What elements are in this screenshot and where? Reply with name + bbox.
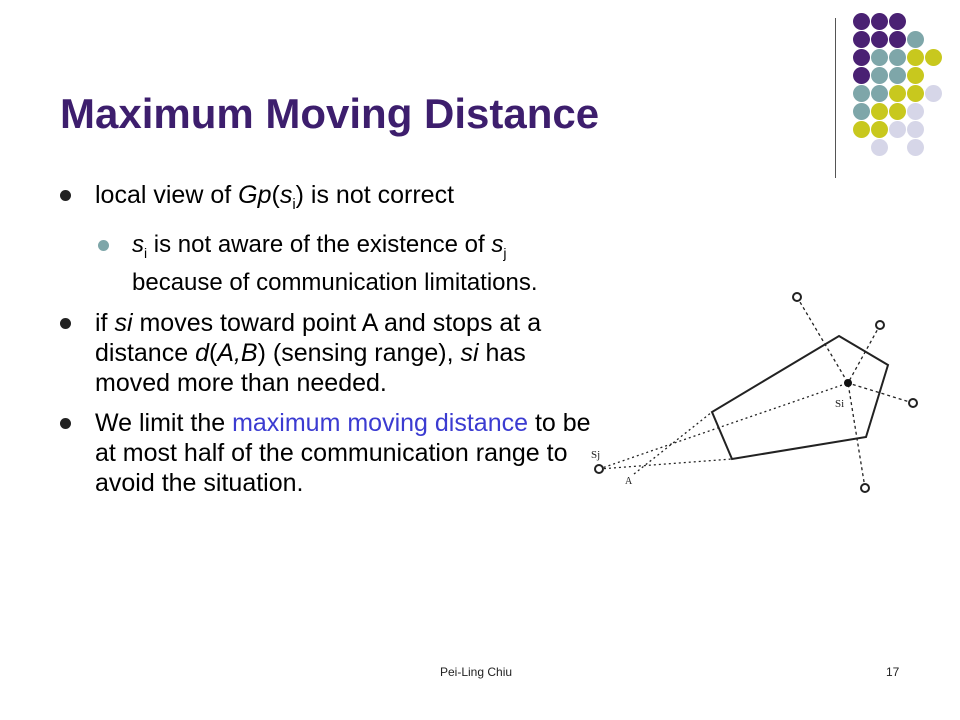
neighbor-connector-line [848, 383, 913, 403]
dot-lavender-icon [871, 139, 888, 156]
sensor-node-icon [793, 293, 801, 301]
bullet-item [60, 180, 600, 220]
dot-olive-icon [907, 67, 924, 84]
dot-teal-icon [853, 103, 870, 120]
dot-purple-icon [853, 67, 870, 84]
bullet-subscript: i [292, 196, 296, 213]
sensor-node-icon [909, 399, 917, 407]
dot-olive-icon [907, 85, 924, 102]
dot-teal-icon [871, 49, 888, 66]
bullet-text: because of communication limitations. [132, 268, 538, 296]
bullet-text-italic: s [132, 231, 144, 258]
bullet-text-italic: s [491, 231, 504, 258]
bullet-text: is not aware of the existence of [147, 231, 492, 258]
bullet-subscript: i [144, 244, 148, 261]
page-number: 17 [886, 665, 900, 679]
dot-teal-icon [889, 67, 906, 84]
dot-lavender-icon [907, 103, 924, 120]
dot-purple-icon [853, 31, 870, 48]
dot-purple-icon [853, 49, 870, 66]
bullet-text-italic: si [460, 338, 479, 367]
dot-teal-icon [871, 67, 888, 84]
bullet-text: has moved more than needed. [95, 338, 526, 397]
dot-teal-icon [871, 85, 888, 102]
dot-purple-icon [889, 31, 906, 48]
dot-purple-icon [853, 13, 870, 30]
neighbor-connector-line [797, 297, 848, 383]
bullet-text: to be at most half of the communication range to avoid the situation. [95, 408, 591, 497]
neighbor-connector-line [599, 459, 732, 469]
bullet-text: We limit the [95, 408, 233, 437]
bullet-text: local view of [95, 181, 239, 209]
dot-lavender-icon [907, 121, 924, 138]
sensor-node-icon [876, 321, 884, 329]
dot-olive-icon [889, 103, 906, 120]
neighbor-connector-line [848, 383, 865, 488]
dot-lavender-icon [889, 121, 906, 138]
bullet-item [60, 408, 600, 498]
bullet-text-italic: si [114, 308, 133, 337]
sub-bullet-item [60, 230, 600, 298]
neighbor-connector-line [599, 383, 848, 469]
dot-olive-icon [889, 85, 906, 102]
bullet-text-italic: A,B [217, 338, 258, 367]
dot-olive-icon [871, 121, 888, 138]
bullet-subscript: j [503, 244, 507, 261]
bullet-text-italic: Gp [238, 181, 272, 209]
bullet-text: ( [208, 338, 218, 367]
dot-purple-icon [889, 13, 906, 30]
dot-olive-icon [907, 49, 924, 66]
footer-author: Pei-Ling Chiu [440, 665, 513, 679]
sensor-si-icon [844, 379, 852, 387]
bullet-list [60, 180, 600, 508]
bullet-text: moves toward point A and stops at a distance [95, 308, 542, 367]
sensor-node-icon [595, 465, 603, 473]
neighbor-connector-line [848, 325, 880, 383]
highlighted-text: maximum moving distance [232, 408, 529, 437]
dot-purple-icon [871, 31, 888, 48]
bullet-text: ) is not correct [295, 181, 455, 209]
sensor-node-icon [861, 484, 869, 492]
dot-teal-icon [853, 85, 870, 102]
bullet-item [60, 308, 600, 398]
bullet-text: if [95, 308, 115, 337]
dot-olive-icon [853, 121, 870, 138]
neighbor-connector-line [634, 412, 712, 474]
bullet-text-italic: d [195, 338, 209, 367]
vertical-divider [835, 18, 836, 178]
label-si: Si [835, 398, 845, 410]
dot-teal-icon [907, 31, 924, 48]
dot-teal-icon [889, 49, 906, 66]
dot-olive-icon [871, 103, 888, 120]
dot-lavender-icon [907, 139, 924, 156]
voronoi-diagram [585, 282, 935, 512]
dot-olive-icon [925, 49, 942, 66]
label-sj: Sj [591, 449, 601, 461]
voronoi-cell-polygon [712, 336, 888, 459]
label-a: A [625, 476, 633, 487]
slide-title: Maximum Moving Distance [60, 90, 600, 137]
dot-lavender-icon [925, 85, 942, 102]
dot-purple-icon [871, 13, 888, 30]
bullet-text: ) (sensing range), [257, 338, 461, 367]
bullet-text: ( [271, 181, 280, 209]
bullet-text-italic: s [279, 181, 293, 209]
